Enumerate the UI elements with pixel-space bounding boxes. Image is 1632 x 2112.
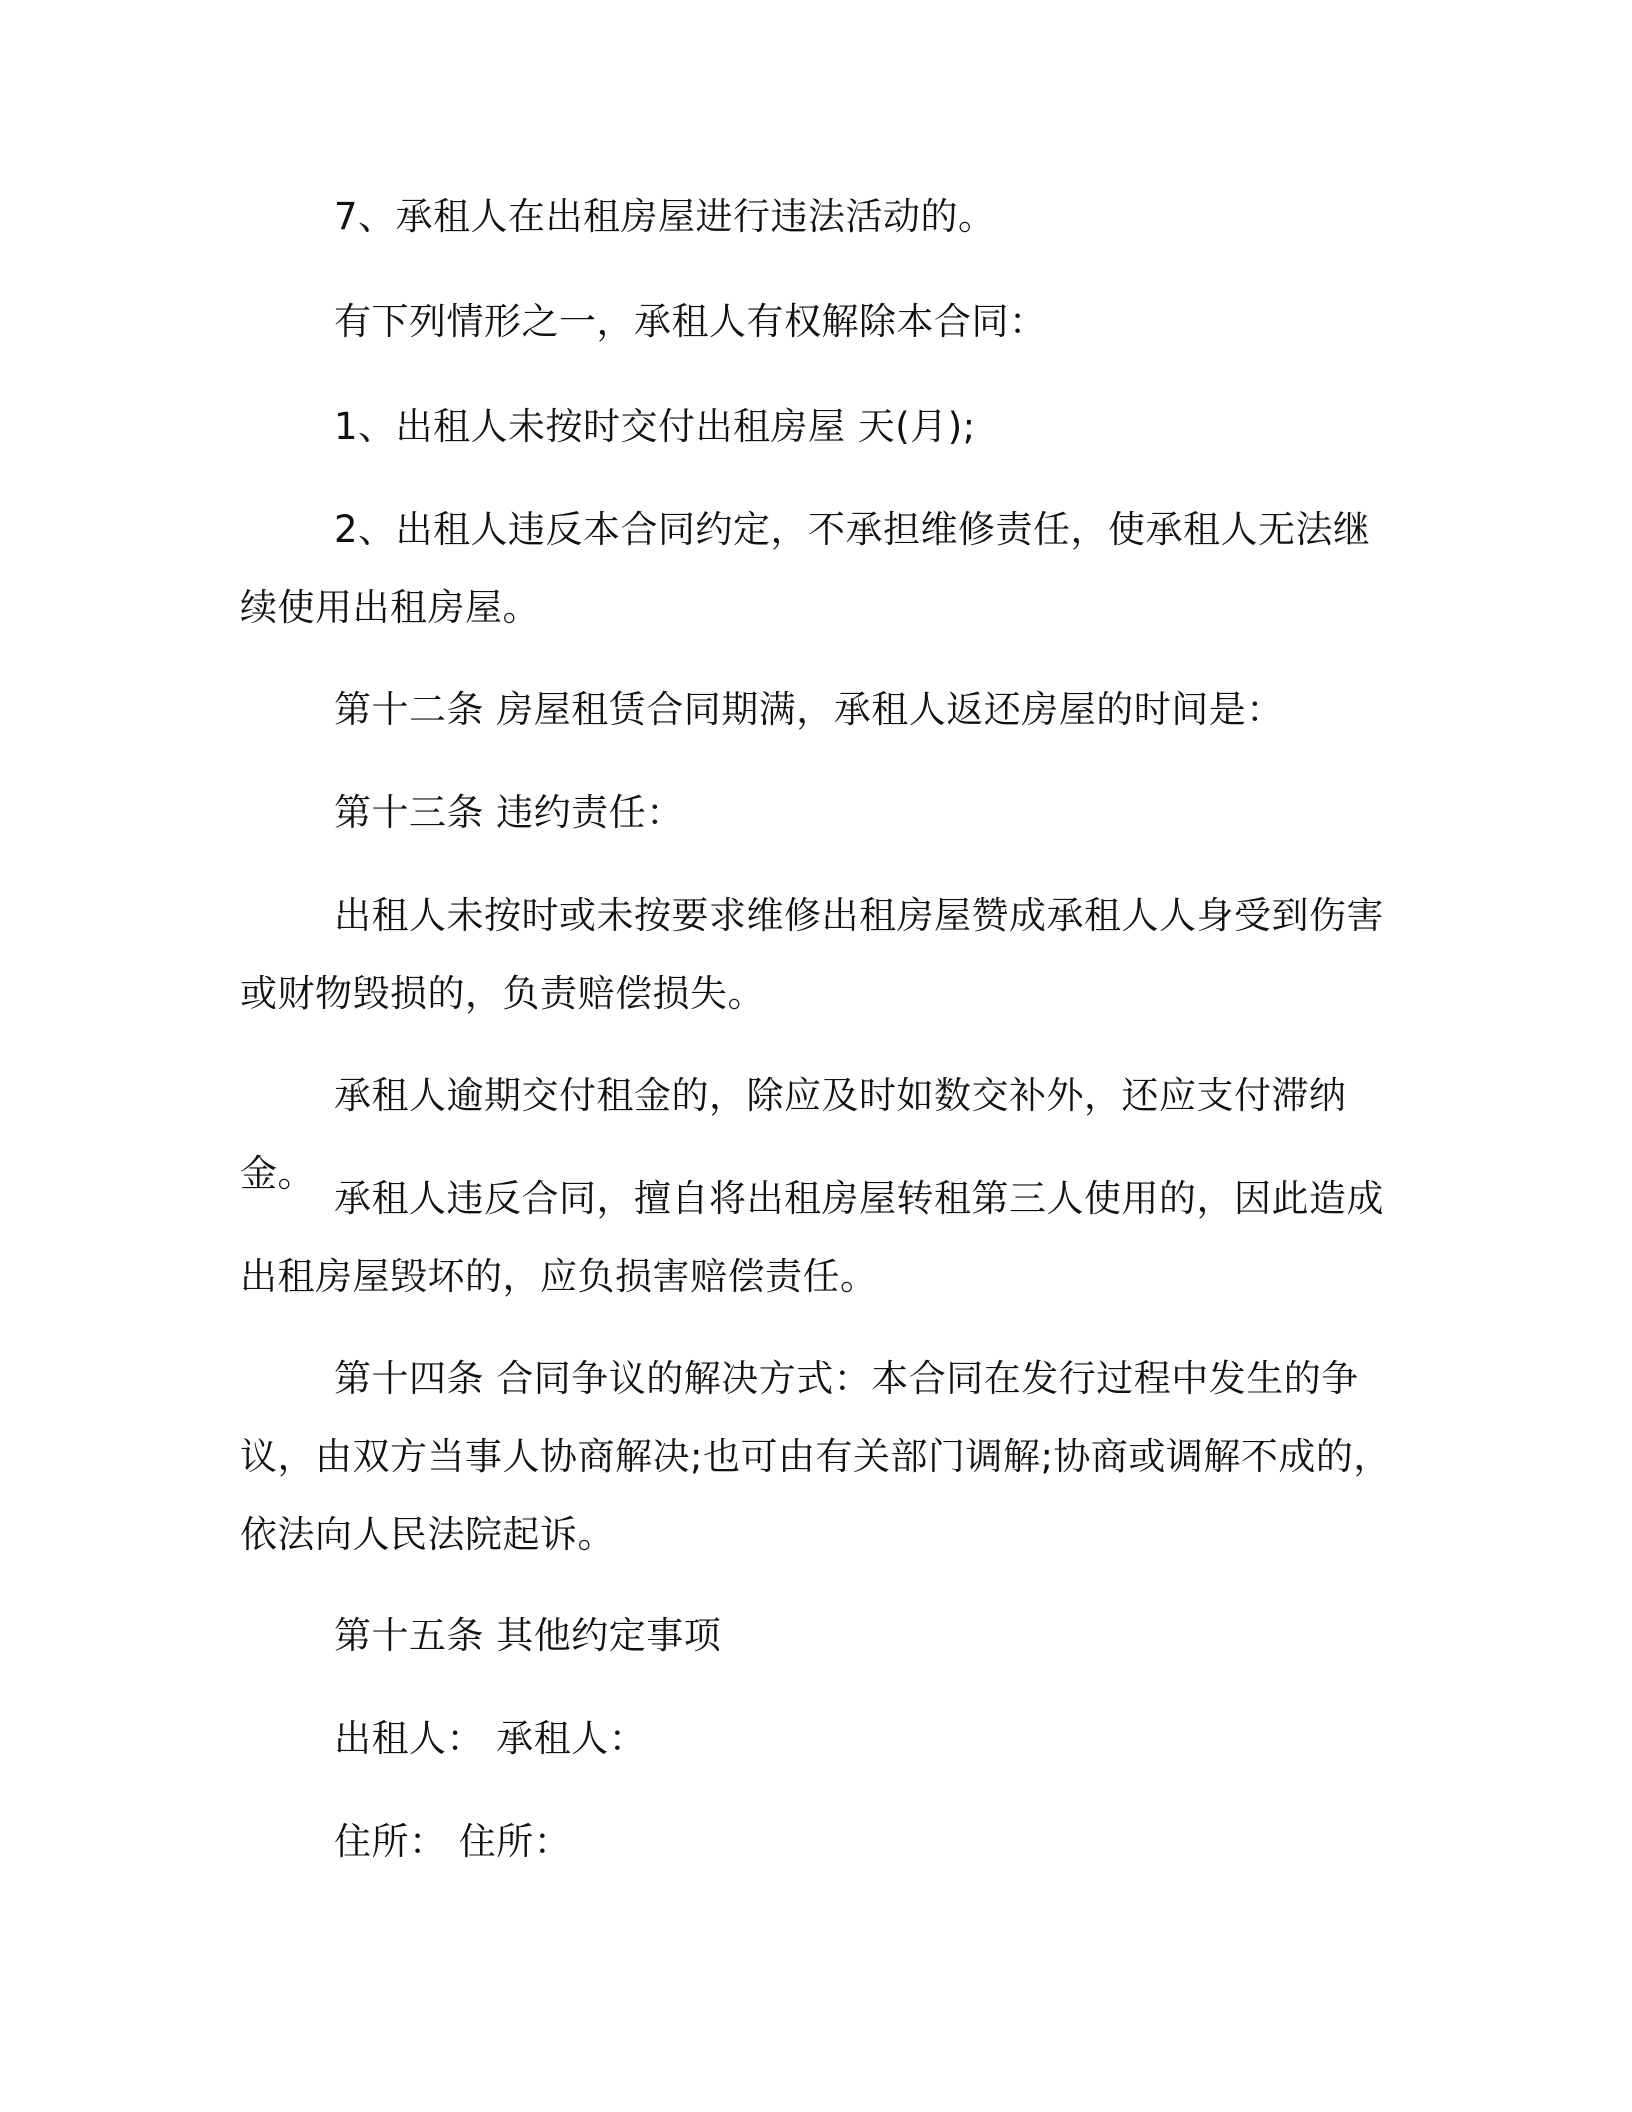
article-14-paragraph: 第十四条 合同争议的解决方式：本合同在发行过程中发生的争议，由双方当事人协商解决;也可由有关部门调解;协商或调解不成的，依法向人民法院起诉。 (240, 1357, 1391, 1556)
landlord-liability-paragraph: 出租人未按时或未按要求维修出租房屋赞成承租人人身受到伤害或财物毁损的，负责赔偿损失。 (240, 894, 1384, 1015)
clause-7-paragraph: 7、承租人在出租房屋进行违法活动的。 (334, 195, 996, 238)
signatory-address-line: 住所： 住所： (334, 1820, 572, 1863)
article-12-paragraph: 第十二条 房屋租赁合同期满，承租人返还房屋的时间是： (334, 688, 1284, 731)
tenant-termination-intro-paragraph: 有下列情形之一，承租人有权解除本合同： (334, 300, 1047, 343)
article-13-heading: 第十三条 违约责任： (334, 791, 684, 834)
late-rent-paragraph: 承租人逾期交付租金的，除应及时如数交补外，还应支付滞纳金。 (240, 1074, 1347, 1195)
signatory-parties-line: 出租人： 承租人： (334, 1717, 647, 1760)
article-15-heading: 第十五条 其他约定事项 (334, 1614, 722, 1657)
tenant-termination-item-2: 2、出租人违反本合同约定，不承担维修责任，使承租人无法继续使用出租房屋。 (240, 508, 1371, 629)
sublet-liability-paragraph: 承租人违反合同，擅自将出租房屋转租第三人使用的，因此造成出租房屋毁坏的，应负损害赔偿责任。 (240, 1177, 1384, 1298)
tenant-termination-item-1: 1、出租人未按时交付出租房屋 天(月); (334, 405, 976, 448)
